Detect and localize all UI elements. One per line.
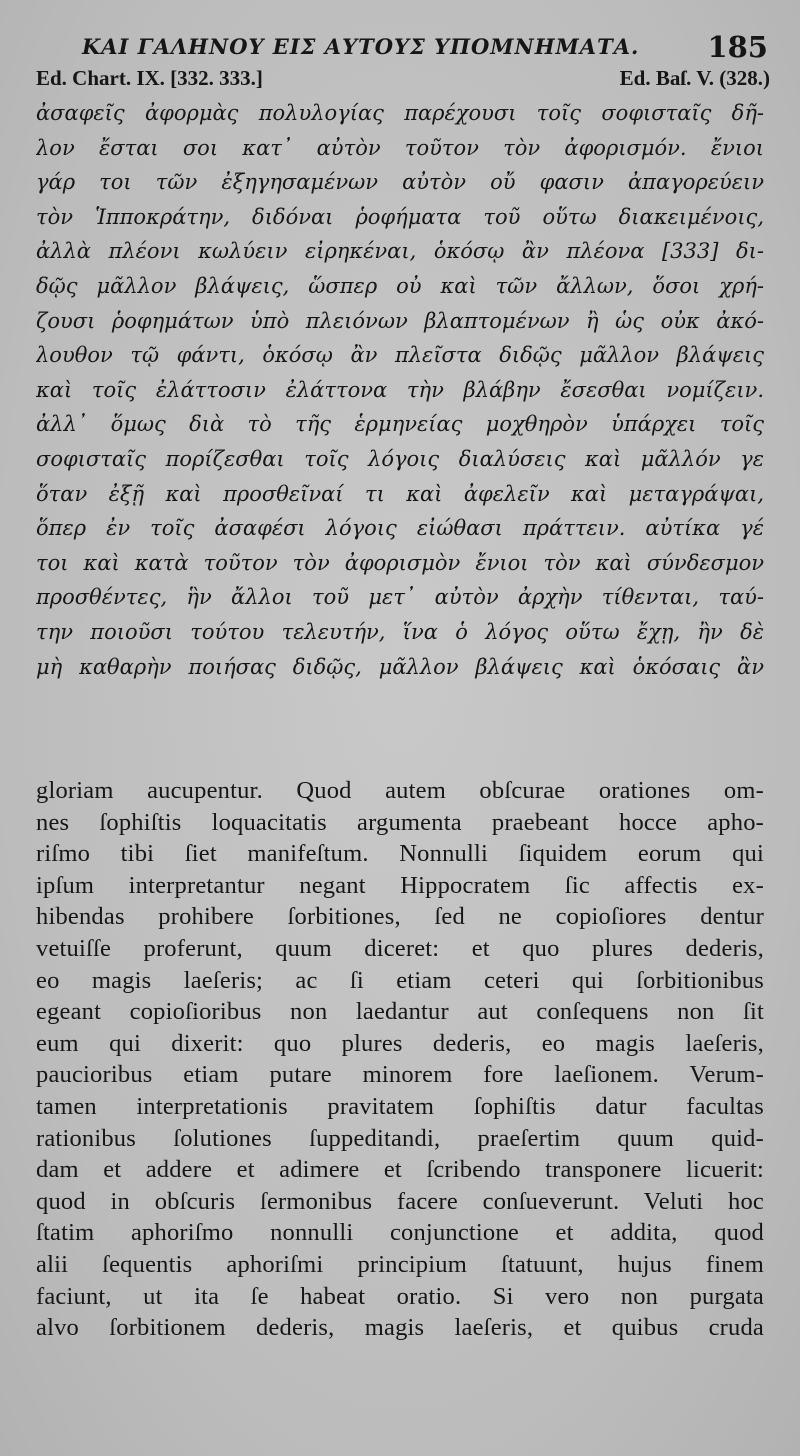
greek-line: δῷς μᾶλλον βλάψεις, ὥσπερ οὐ καὶ τῶν ἄλλων, ὅσοι χρή- [36,273,764,298]
latin-line: alvo ſorbitionem dederis, magis laeſeris, et quibus cruda [36,1314,764,1342]
greek-line: λον ἔσται σοι κατ᾽ αὐτὸν τοῦτον τὸν ἀφορισμόν. ἔνιοι [36,135,764,160]
greek-line: λουθον τῷ φάντι, ὁκόσῳ ἂν πλεῖστα διδῷς μᾶλλον βλάψεις [36,343,764,368]
latin-line: eo magis laeſeris; ac ſi etiam ceteri qui ſorbitionibus [36,966,764,994]
latin-line: eum qui dixerit: quo plures dederis, eo magis laeſeris, [36,1029,764,1057]
greek-line: γάρ τοι τῶν ἐξηγησαμένων αὐτὸν οὔ φασιν ἀπαγορεύειν [36,170,764,195]
greek-line: ὅπερ ἐν τοῖς ἀσαφέσι λόγοις εἰώθασι πράττειν. αὐτίκα γέ [36,516,764,541]
latin-line: quod in obſcuris ſermonibus facere conſueverunt. Veluti hoc [36,1187,764,1215]
latin-line: gloriam aucupentur. Quod autem obſcurae orationes om- [36,777,764,804]
page-number: 185 [707,30,768,64]
greek-line: μὴ καθαρὴν ποιήσας διδῷς, μᾶλλον βλάψεις καὶ ὁκόσαις ἂν [36,654,764,679]
latin-line: egeant copioſioribus non laedantur aut conſequens non ſit [36,998,764,1026]
latin-line: tamen interpretationis pravitatem ſophiſtis datur facultas [36,1092,764,1120]
latin-line: nes ſophiſtis loquacitatis argumenta praebeant hocce apho- [36,808,764,836]
latin-line: faciunt, ut ita ſe habeat oratio. Si vero non purgata [36,1282,764,1310]
latin-line: hibendas prohibere ſorbitiones, ſed ne copioſiores dentur [36,903,764,931]
greek-text-block [36,96,764,684]
greek-line: τοι καὶ κατὰ τοῦτον τὸν ἀφορισμὸν ἔνιοι τὸν καὶ σύνδεσμον [36,550,764,575]
greek-line: ὅταν ἐξῇ καὶ προσθεῖναί τι καὶ ἀφελεῖν καὶ μεταγράψαι, [36,481,764,506]
greek-line: προσθέντες, ἣν ἄλλοι τοῦ μετ᾽ αὐτὸν ἀρχὴν τίθενται, ταύ- [36,585,764,610]
latin-line: rationibus ſolutiones ſuppeditandi, praeſertim quum quid- [36,1124,764,1152]
edition-reference-chartier: Ed. Chart. IX. [332. 333.] [36,66,263,90]
latin-line: alii ſequentis aphoriſmi principium ſtatuunt, hujus finem [36,1250,764,1278]
latin-line: dam et addere et adimere et ſcribendo transponere licuerit: [36,1156,764,1184]
latin-line: paucioribus etiam putare minorem fore laeſionem. Verum- [36,1061,764,1089]
greek-line: ζουσι ῥοφημάτων ὑπὸ πλειόνων βλαπτομένων ἢ ὡς οὐκ ἀκό- [36,308,764,333]
latin-line: ſtatim aphoriſmo nonnulli conjunctione et addita, quod [36,1219,764,1247]
greek-line: την ποιοῦσι τούτου τελευτήν, ἵνα ὁ λόγος οὕτω ἔχῃ, ἢν δὲ [36,619,764,644]
greek-line: καὶ τοῖς ἐλάττοσιν ἐλάττονα τὴν βλάβην ἔσεσθαι νομίζειν. [36,377,764,402]
greek-line: ἀλλ᾽ ὅμως διὰ τὸ τῆς ἑρμηνείας μοχθηρὸν ὑπάρχει τοῖς [36,412,764,437]
greek-line: τὸν Ἱπποκράτην, διδόναι ῥοφήματα τοῦ οὕτω διακειμένοις, [36,204,764,229]
latin-line: vetuiſſe proferunt, quum diceret: et quo plures dederis, [36,934,764,962]
edition-reference-basel: Ed. Baſ. V. (328.) [619,66,770,90]
latin-translation-block [36,775,764,1344]
latin-line: ipſum interpretantur negant Hippocratem ſic affectis ex- [36,871,764,899]
latin-line: riſmo tibi ſiet manifeſtum. Nonnulli ſiquidem eorum qui [36,840,764,868]
greek-line: σοφισταῖς πορίζεσθαι τοῖς λόγοις διαλύσεις καὶ μᾶλλόν γε [36,446,764,471]
greek-line: ἀλλὰ πλέονι κωλύειν εἰρηκέναι, ὁκόσῳ ἂν πλέονα [333] δι- [36,239,764,264]
running-head [36,28,772,62]
greek-line: ἀσαφεῖς ἀφορμὰς πολυλογίας παρέχουσι τοῖς σοφισταῖς δῆ- [36,101,764,125]
edition-reference-line [36,66,770,92]
running-title: ΚΑΙ ΓΑΛΗΝΟΥ ΕΙΣ ΑΥΤΟΥΣ ΥΠΟΜΝΗΜΑΤΑ. [82,34,640,59]
